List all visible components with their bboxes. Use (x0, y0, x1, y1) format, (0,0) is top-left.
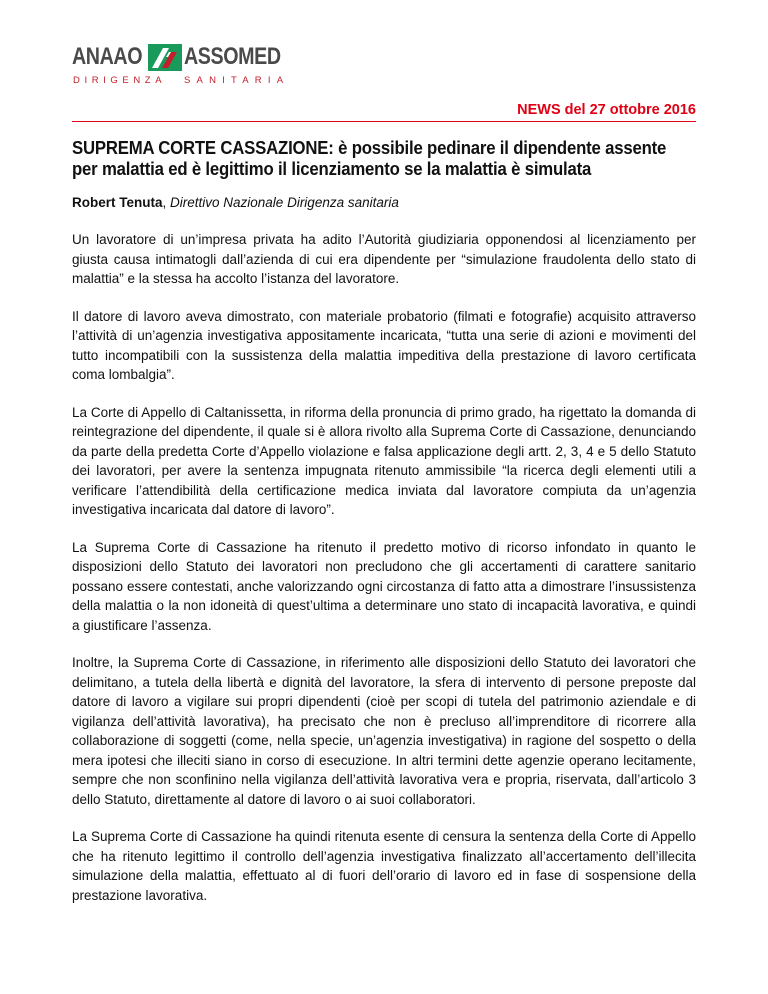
author-separator: , (162, 195, 171, 210)
logo-sub-sanitaria: SANITARIA (184, 75, 290, 86)
anaao-assomed-logo (72, 42, 290, 92)
author-role: Direttivo Nazionale Dirigenza sanitaria (170, 195, 399, 210)
logo-sub-dirigenza: DIRIGENZA (73, 75, 167, 86)
paragraph-6: La Suprema Corte di Cassazione ha quindi ritenuta esente di censura la sentenza della Corte di Appello che ha ritenuto legittimo il controllo dell’agenzia investigativa finalizzato all’accertamento dell’illecita simulazione della malattia, effettuato al di fuori dell’orario di lavoro ed in fase di sospensione della prestazione lavorativa. (72, 829, 696, 903)
article-headline: SUPREMA CORTE CASSAZIONE: è possibile pedinare il dipendente assente per malattia ed è legittimo il licenziamento se la malattia è simulata (72, 138, 667, 179)
logo-word-anaao: ANAAO (72, 43, 143, 70)
author-name: Robert Tenuta (72, 195, 163, 210)
paragraph-2: Il datore di lavoro aveva dimostrato, con materiale probatorio (filmati e fotografie) acquisito attraverso l’attività di un’agenzia investigativa appositamente incaricata, “tutta una serie di azioni e movimenti del tutto incompatibili con la sussistenza della malattia impeditiva della prestazione di lavoro certificata coma lombalgia”. (72, 308, 696, 382)
header-divider (72, 121, 696, 122)
logo-mark-icon (148, 44, 182, 71)
paragraph-1: Un lavoratore di un’impresa privata ha adito l’Autorità giudiziaria opponendosi al licenziamento per giusta causa intimatogli dall’azienda di cui era dipendente per “simulazione fraudolenta dello stato di malattia” e la stessa ha accolto l’istanza del lavoratore. (72, 232, 696, 286)
byline (72, 194, 696, 211)
paragraph-4: La Suprema Corte di Cassazione ha ritenuto il predetto motivo di ricorso infondato in quanto le disposizioni dello Statuto dei lavoratori non precludono che gli accertamenti di carattere sanitario possano essere contestati, anche valorizzando ogni circostanza di fatto atta a dimostrare l’insussistenza della malattia o la non idoneità di quest’ultima a determinare uno stato di incapacità lavorativa, e quindi a giustificare l’assenza. (72, 539, 696, 633)
paragraph-3: La Corte di Appello di Caltanissetta, in riforma della pronuncia di primo grado, ha rigettato la domanda di reintegrazione del dipendente, il quale si è allora rivolto alla Suprema Corte di Cassazione, denunciando da parte della predetta Corte d’Appello violazione e falsa applicazione degli artt. 2, 3, 4 e 5 dello Statuto dei lavoratori, per avere la sentenza impugnata ritenuto ammissibile “la ricerca degli elementi utili a verificare l’attendibilità della certificazione medica inviata dal lavoratore compiuta da un’agenzia investigativa incaricata dal datore di lavoro”. (72, 404, 696, 517)
news-date: NEWS del 27 ottobre 2016 (517, 102, 696, 118)
article-body (72, 230, 696, 923)
logo-word-assomed: ASSOMED (184, 43, 281, 70)
paragraph-5: Inoltre, la Suprema Corte di Cassazione, in riferimento alle disposizioni dello Statuto dei lavoratori che delimitano, a tutela della libertà e dignità del lavoratore, la sfera di intervento di persone preposte dal datore di lavoro a vigilare sui propri dipendenti (cioè per scopi di tutela del patrimonio aziendale e di vigilanza dell’attività lavorativa), ha precisato che non è precluso all’imprenditore di ricorrere alla collaborazione di soggetti (come, nella specie, un’agenzia investigativa) in ragione del sospetto o della mera ipotesi che illeciti siano in corso di esecuzione. In altri termini dette agenzie operano lecitamente, sempre che non sconfinino nella vigilanza dell’attività lavorativa vera e propria, riservata, dall’articolo 3 dello Statuto, direttamente al datore di lavoro o ai suoi collaboratori. (72, 655, 696, 807)
